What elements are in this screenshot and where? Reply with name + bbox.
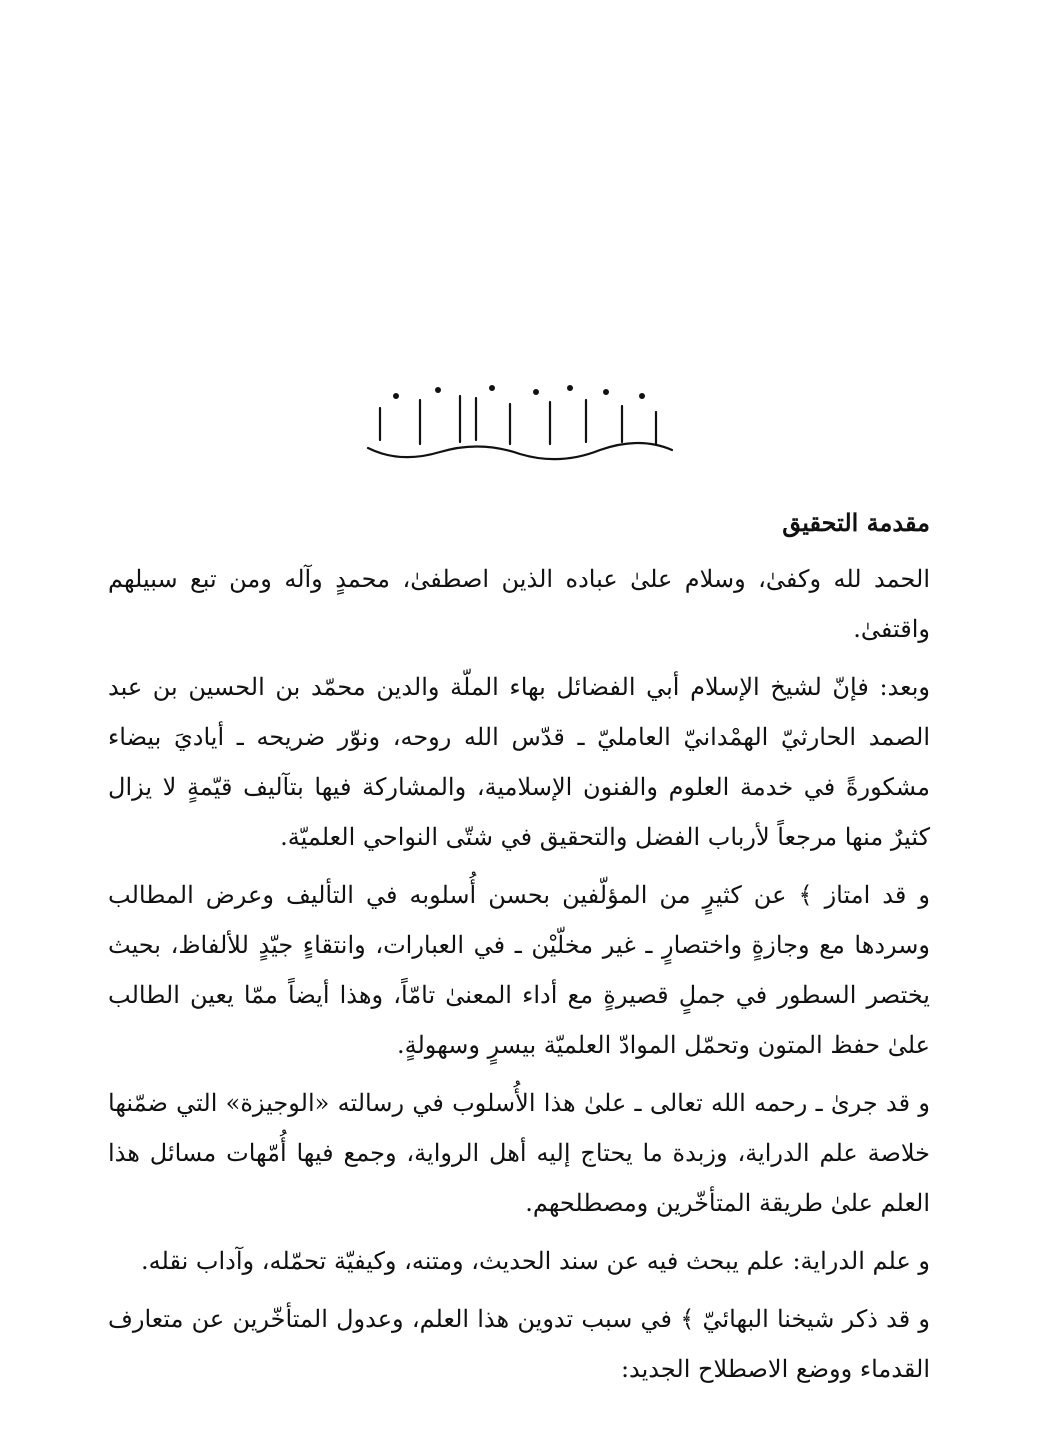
paragraph-5: و علم الدراية: علم يبحث فيه عن سند الحديث، ومتنه، وكيفيّة تحمّله، وآداب نقله. — [141, 1247, 930, 1275]
paragraph-4: و قد جرىٰ ـ رحمه الله تعالى ـ علىٰ هذا الأُسلوب في رسالته «الوجيزة» التي ضمّنها خلاصة علم الدراية، وزبدة ما يحتاج إليه أهل الرواية، وجمع فيها أُمّهات مسائل هذا العلم علىٰ طريقة المتأخّرين ومصطلحهم. — [108, 1089, 930, 1217]
document-body — [108, 498, 930, 1402]
paragraph-6: و قد ذكر شيخنا البهائيّ ﴾ في سبب تدوين هذا العلم، وعدول المتأخّرين عن متعارف القدماء ووضع الاصطلاح الجديد: — [108, 1305, 930, 1383]
calligraphy-ornament-icon — [360, 378, 678, 470]
paragraph-3: و قد امتاز ﴾ عن كثيرٍ من المؤلّفين بحسن أُسلوبه في التأليف وعرض المطالب وسردها مع وجازةٍ واختصارٍ ـ غير مخلّيْن ـ في العبارات، وانتقاءٍ جيّدٍ للألفاظ، بحيث يختصر السطور في جملٍ قصيرةٍ مع أداء المعنىٰ تامّاً، وهذا أيضاً ممّا يعين الطالب علىٰ حفظ المتون وتحمّل الموادّ العلميّة بيسرٍ وسهولةٍ. — [108, 881, 930, 1059]
paragraph-2: وبعد: فإنّ لشيخ الإسلام أبي الفضائل بهاء الملّة والدين محمّد بن الحسين بن عبد الصمد الحارثيّ الهمْدانيّ العامليّ ـ قدّس الله روحه، ونوّر ضريحه ـ أياديَ بيضاء مشكورةً في خدمة العلوم والفنون الإسلامية، والمشاركة فيها بتآليف قيّمةٍ لا يزال كثيرٌ منها مرجعاً لأرباب الفضل والتحقيق في شتّى النواحي العلميّة. — [108, 673, 930, 851]
paragraph-1: الحمد لله وكفىٰ، وسلام علىٰ عباده الذين اصطفىٰ، محمدٍ وآله ومن تبع سبيلهم واقتفىٰ. — [108, 565, 930, 643]
section-heading: مقدمة التحقيق — [782, 508, 930, 537]
basmala-calligraphy — [360, 378, 678, 470]
